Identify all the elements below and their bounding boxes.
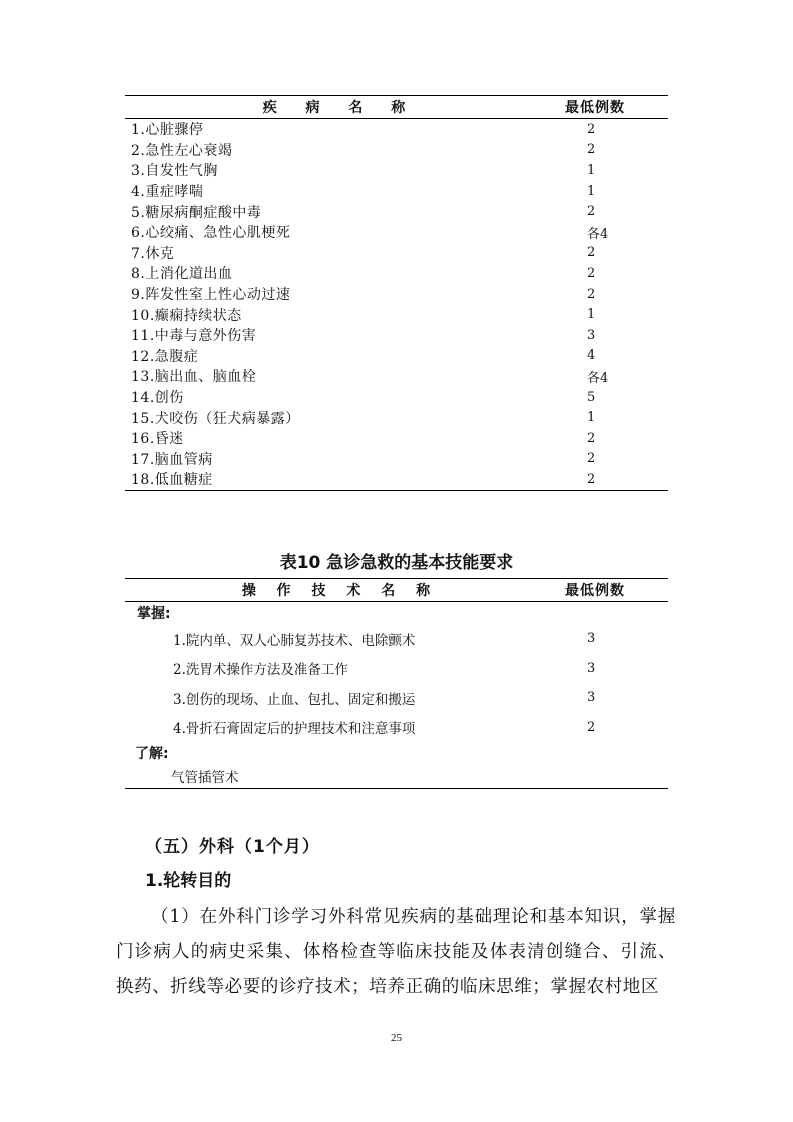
header-min-count: 最低例数 (565, 100, 625, 116)
master-label: 掌握: (137, 606, 171, 622)
master-rows (125, 624, 668, 742)
min-count: 4 (587, 348, 596, 364)
disease-name: 5.糖尿病酮症酸中毒 (131, 204, 262, 221)
skill-count: 3 (587, 631, 596, 647)
disease-name: 9.阵发性室上性心动过速 (131, 287, 291, 304)
disease-name: 17.脑血管病 (131, 451, 213, 468)
disease-name: 7.休克 (131, 245, 175, 262)
disease-name: 14.创伤 (131, 390, 184, 407)
min-count: 2 (587, 430, 596, 446)
disease-table (125, 95, 668, 491)
section-subheading: 1.轮转目的 (145, 871, 232, 891)
table-row (125, 140, 668, 161)
table-row (125, 407, 668, 428)
min-count: 2 (587, 204, 596, 220)
body-paragraph: （1）在外科门诊学习外科常见疾病的基础理论和基本知识，掌握门诊病人的病史采集、体格检查等临床技能及体表清创缝合、引流、换药、折线等必要的诊疗技术；培养正确的临床思维；掌握农村地区 (116, 907, 676, 997)
disease-name: 18.低血糖症 (131, 472, 213, 489)
disease-name: 11.中毒与意外伤害 (131, 328, 257, 345)
disease-table-header (125, 96, 668, 119)
min-count: 1 (587, 183, 596, 199)
table-row (125, 713, 668, 743)
table-row (125, 263, 668, 284)
min-count: 1 (587, 410, 596, 426)
skill-name: 1.院内单、双人心肺复苏技术、电除颤术 (173, 632, 416, 649)
disease-name: 15.犬咬伤（狂犬病暴露） (131, 410, 300, 427)
skills-table-header (125, 579, 668, 602)
disease-name: 12.急腹症 (131, 348, 199, 365)
know-item: 气管插管术 (171, 770, 239, 786)
table-row (125, 325, 668, 346)
table-caption: 表10 急诊急救的基本技能要求 (279, 553, 514, 573)
table-row (125, 428, 668, 449)
table-row (125, 119, 668, 140)
min-count: 1 (587, 162, 596, 178)
know-rows (125, 764, 668, 788)
table-row (125, 346, 668, 367)
min-count: 1 (587, 307, 596, 323)
skill-name: 4.骨折石膏固定后的护理技术和注意事项 (173, 721, 416, 738)
table-row (125, 201, 668, 222)
skill-count: 3 (587, 690, 596, 706)
table-row (125, 366, 668, 387)
table-row (125, 304, 668, 325)
min-count: 各4 (587, 226, 609, 242)
min-count: 2 (587, 121, 596, 137)
skill-count: 3 (587, 660, 596, 676)
min-count: 2 (587, 471, 596, 487)
min-count: 2 (587, 142, 596, 158)
disease-name: 6.心绞痛、急性心肌梗死 (131, 225, 291, 242)
header-disease-name: 疾 病 名 称 (262, 100, 418, 116)
table-row (125, 181, 668, 202)
min-count: 各4 (587, 370, 609, 386)
know-label: 了解: (135, 746, 169, 762)
disease-name: 4.重症哮喘 (131, 184, 204, 201)
disease-name: 16.昏迷 (131, 431, 184, 448)
skill-name: 3.创伤的现场、止血、包扎、固定和搬运 (173, 691, 416, 708)
disease-name: 1.心脏骤停 (131, 122, 204, 139)
header-skill-count: 最低例数 (565, 583, 625, 599)
table-row (125, 654, 668, 684)
table-row (125, 284, 668, 305)
section-heading: （五）外科（1个月） (145, 837, 320, 857)
min-count: 3 (587, 327, 596, 343)
min-count: 2 (587, 286, 596, 302)
disease-name: 2.急性左心衰竭 (131, 142, 233, 159)
disease-name: 8.上消化道出血 (131, 266, 233, 283)
page-number: 25 (391, 1032, 402, 1044)
disease-table-body (125, 119, 668, 490)
disease-name: 10.癫痫持续状态 (131, 307, 242, 324)
skill-count: 2 (587, 719, 596, 735)
table-row (125, 160, 668, 181)
table-row (125, 683, 668, 713)
table-row (125, 469, 668, 490)
table-row (125, 624, 668, 654)
disease-name: 3.自发性气胸 (131, 163, 218, 180)
table-row (125, 222, 668, 243)
skills-table (125, 578, 668, 789)
disease-name: 13.脑出血、脑血栓 (131, 369, 257, 386)
min-count: 5 (587, 389, 596, 405)
skill-name: 2.洗胃术操作方法及准备工作 (173, 662, 348, 679)
min-count: 2 (587, 265, 596, 281)
table-row (125, 449, 668, 470)
table-row (125, 387, 668, 408)
table-row (125, 243, 668, 264)
min-count: 2 (587, 451, 596, 467)
header-skill-name: 操 作 技 术 名 称 (241, 583, 439, 599)
min-count: 2 (587, 245, 596, 261)
